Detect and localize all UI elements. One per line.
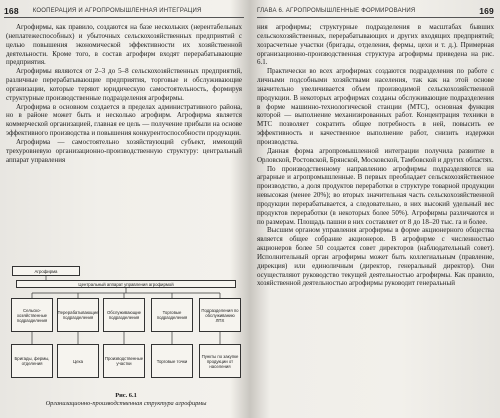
- box-processing-units: Перерабатывающие подразделения: [57, 298, 99, 332]
- paragraph: Данная форма агропромышленной интеграции получила развитие в Орловской, Ростовской, Брянской, Московской, Тамбовской и других областях.: [257, 146, 494, 164]
- left-running-head: [4, 5, 244, 17]
- box-agricultural-units: Сельско-хозяйственные подразделения: [11, 298, 53, 332]
- paragraph: По производственному направлению агрофирмы подразделяются на аграрные и агропромышленные. В первых преобладает сельскохозяйственное производство, а доля продуктов переработки в структуре товарной продукции невысокая (менее 20%); во вторых значительная часть сельскохозяйственной продукции перерабатывается, а следовательно, в них высокий удельный вес продуктов переработки (в некоторых более 50%). Агрофирмы различаются и по размерам. Площадь пашни в них составляет от 8 до 18–20 тыс. га и более.: [257, 164, 494, 226]
- paragraph: Агрофирма — самостоятельно хозяйствующий субъект, имеющий трехуровневую организационно-производственную структуру: центральный аппарат управления: [6, 137, 242, 164]
- box-trade-units: Торговые подразделения: [151, 298, 193, 332]
- paragraph: Агрофирма в основном создается в пределах административного района, но в районе может быть и несколько агрофирм. Агрофирма является коммерческой организацией, главная ее цель — получение прибыли на основе эффективного производства и повышения конкурентоспособности продукции.: [6, 102, 242, 138]
- right-body-text: [257, 23, 494, 288]
- left-page-number: 168: [4, 6, 19, 16]
- right-running-head: [257, 5, 494, 17]
- paragraph: Агрофирмы являются от 2–3 до 5–8 сельскохозяйственных предприятий, различные перерабатывающие предприятия, торговые и обслуживающие организации, которые теряют юридическую самостоятельность, формируя структурные производственные подразделения агрофирмы.: [6, 67, 242, 102]
- paragraph: ния агрофирмы; структурные подразделения в масштабах бывших сельскохозяйственных, перерабатывающих и других входящих предприятий; хозрасчетные участки (бригады, отделения, фермы, цехи и т. д.). Примерная организационно-производственная структура агрофирмы приведена на рис. 6.1.: [257, 23, 494, 67]
- paragraph: Агрофирмы, как правило, создаются на базе нескольких (нерентабельных (неплатежеспособных) и убыточных сельскохозяйственных предприятий с целью повышения экономической эффективности их хозяйственной деятельности. Кроме того, в состав агрофирм входят перерабатывающие предприятия.: [6, 23, 242, 67]
- left-body-text: [6, 23, 242, 165]
- figure-title: Организационно-производственная структура агрофирмы: [45, 399, 207, 407]
- right-running-title: ГЛАВА 6. АГРОПРОМЫШЛЕННЫЕ ФОРМИРОВАНИЯ: [257, 8, 416, 14]
- box-brigades: Бригады, фермы, отделения: [11, 344, 53, 378]
- box-workshops: Цеха: [57, 344, 99, 378]
- box-trade-points: Торговые точки: [151, 344, 193, 378]
- paragraph: Практически во всех агрофирмах создаются подразделения по работе с личными подсобными хозяйствами населения, так как на этой основе значительно увеличивается объем производимой сельскохозяйственной продукции. В некоторых агрофирмах созданы обслуживающие подразделения в форме машинно-технологической станции (МТС), основная функция которой — выполнение механизированных работ. Концентрация техники в МТС позволяет сократить общее потребность в ней, повысить ее эффективность и качественное выполнение работ, снизить издержки производства.: [257, 67, 494, 146]
- paragraph: Высшим органом управления агрофирмы в форме акционерного общества является общее собрание акционеров. В агрофирме с численностью акционеров более 50 создается совет директоров (наблюдательный совет). Исполнительный орган агрофирмы может быть коллегиальным (правление, дирекция) или единоличным (директор, генеральный директор). Они осуществляют руководство текущей деятельностью агрофирмы. Как правило, хозяйственной деятельностью агрофирмы руководит генеральный: [257, 226, 494, 288]
- right-header-rule: [257, 17, 494, 18]
- left-running-title: КООПЕРАЦИЯ И АГРОПРОМЫШЛЕННАЯ ИНТЕГРАЦИЯ: [32, 8, 202, 14]
- box-central-management: Центральный аппарат управления агрофирмой: [16, 280, 236, 288]
- org-structure-diagram: [6, 262, 246, 390]
- box-procurement-points: Пункты по закупке продукции от населения: [199, 344, 241, 378]
- box-lph-units: Подразделения по обслуживанию ЛПХ: [199, 298, 241, 332]
- left-header-rule: [4, 17, 244, 18]
- figure-caption: [6, 392, 246, 407]
- right-page: [251, 0, 500, 418]
- figure-number: Рис. 6.1: [115, 392, 137, 399]
- box-production-sites: Производственные участки: [103, 344, 145, 378]
- box-agrofirma: Агрофирма: [12, 266, 80, 276]
- box-service-units: Обслуживающие подразделения: [103, 298, 145, 332]
- right-page-number: 169: [479, 6, 494, 16]
